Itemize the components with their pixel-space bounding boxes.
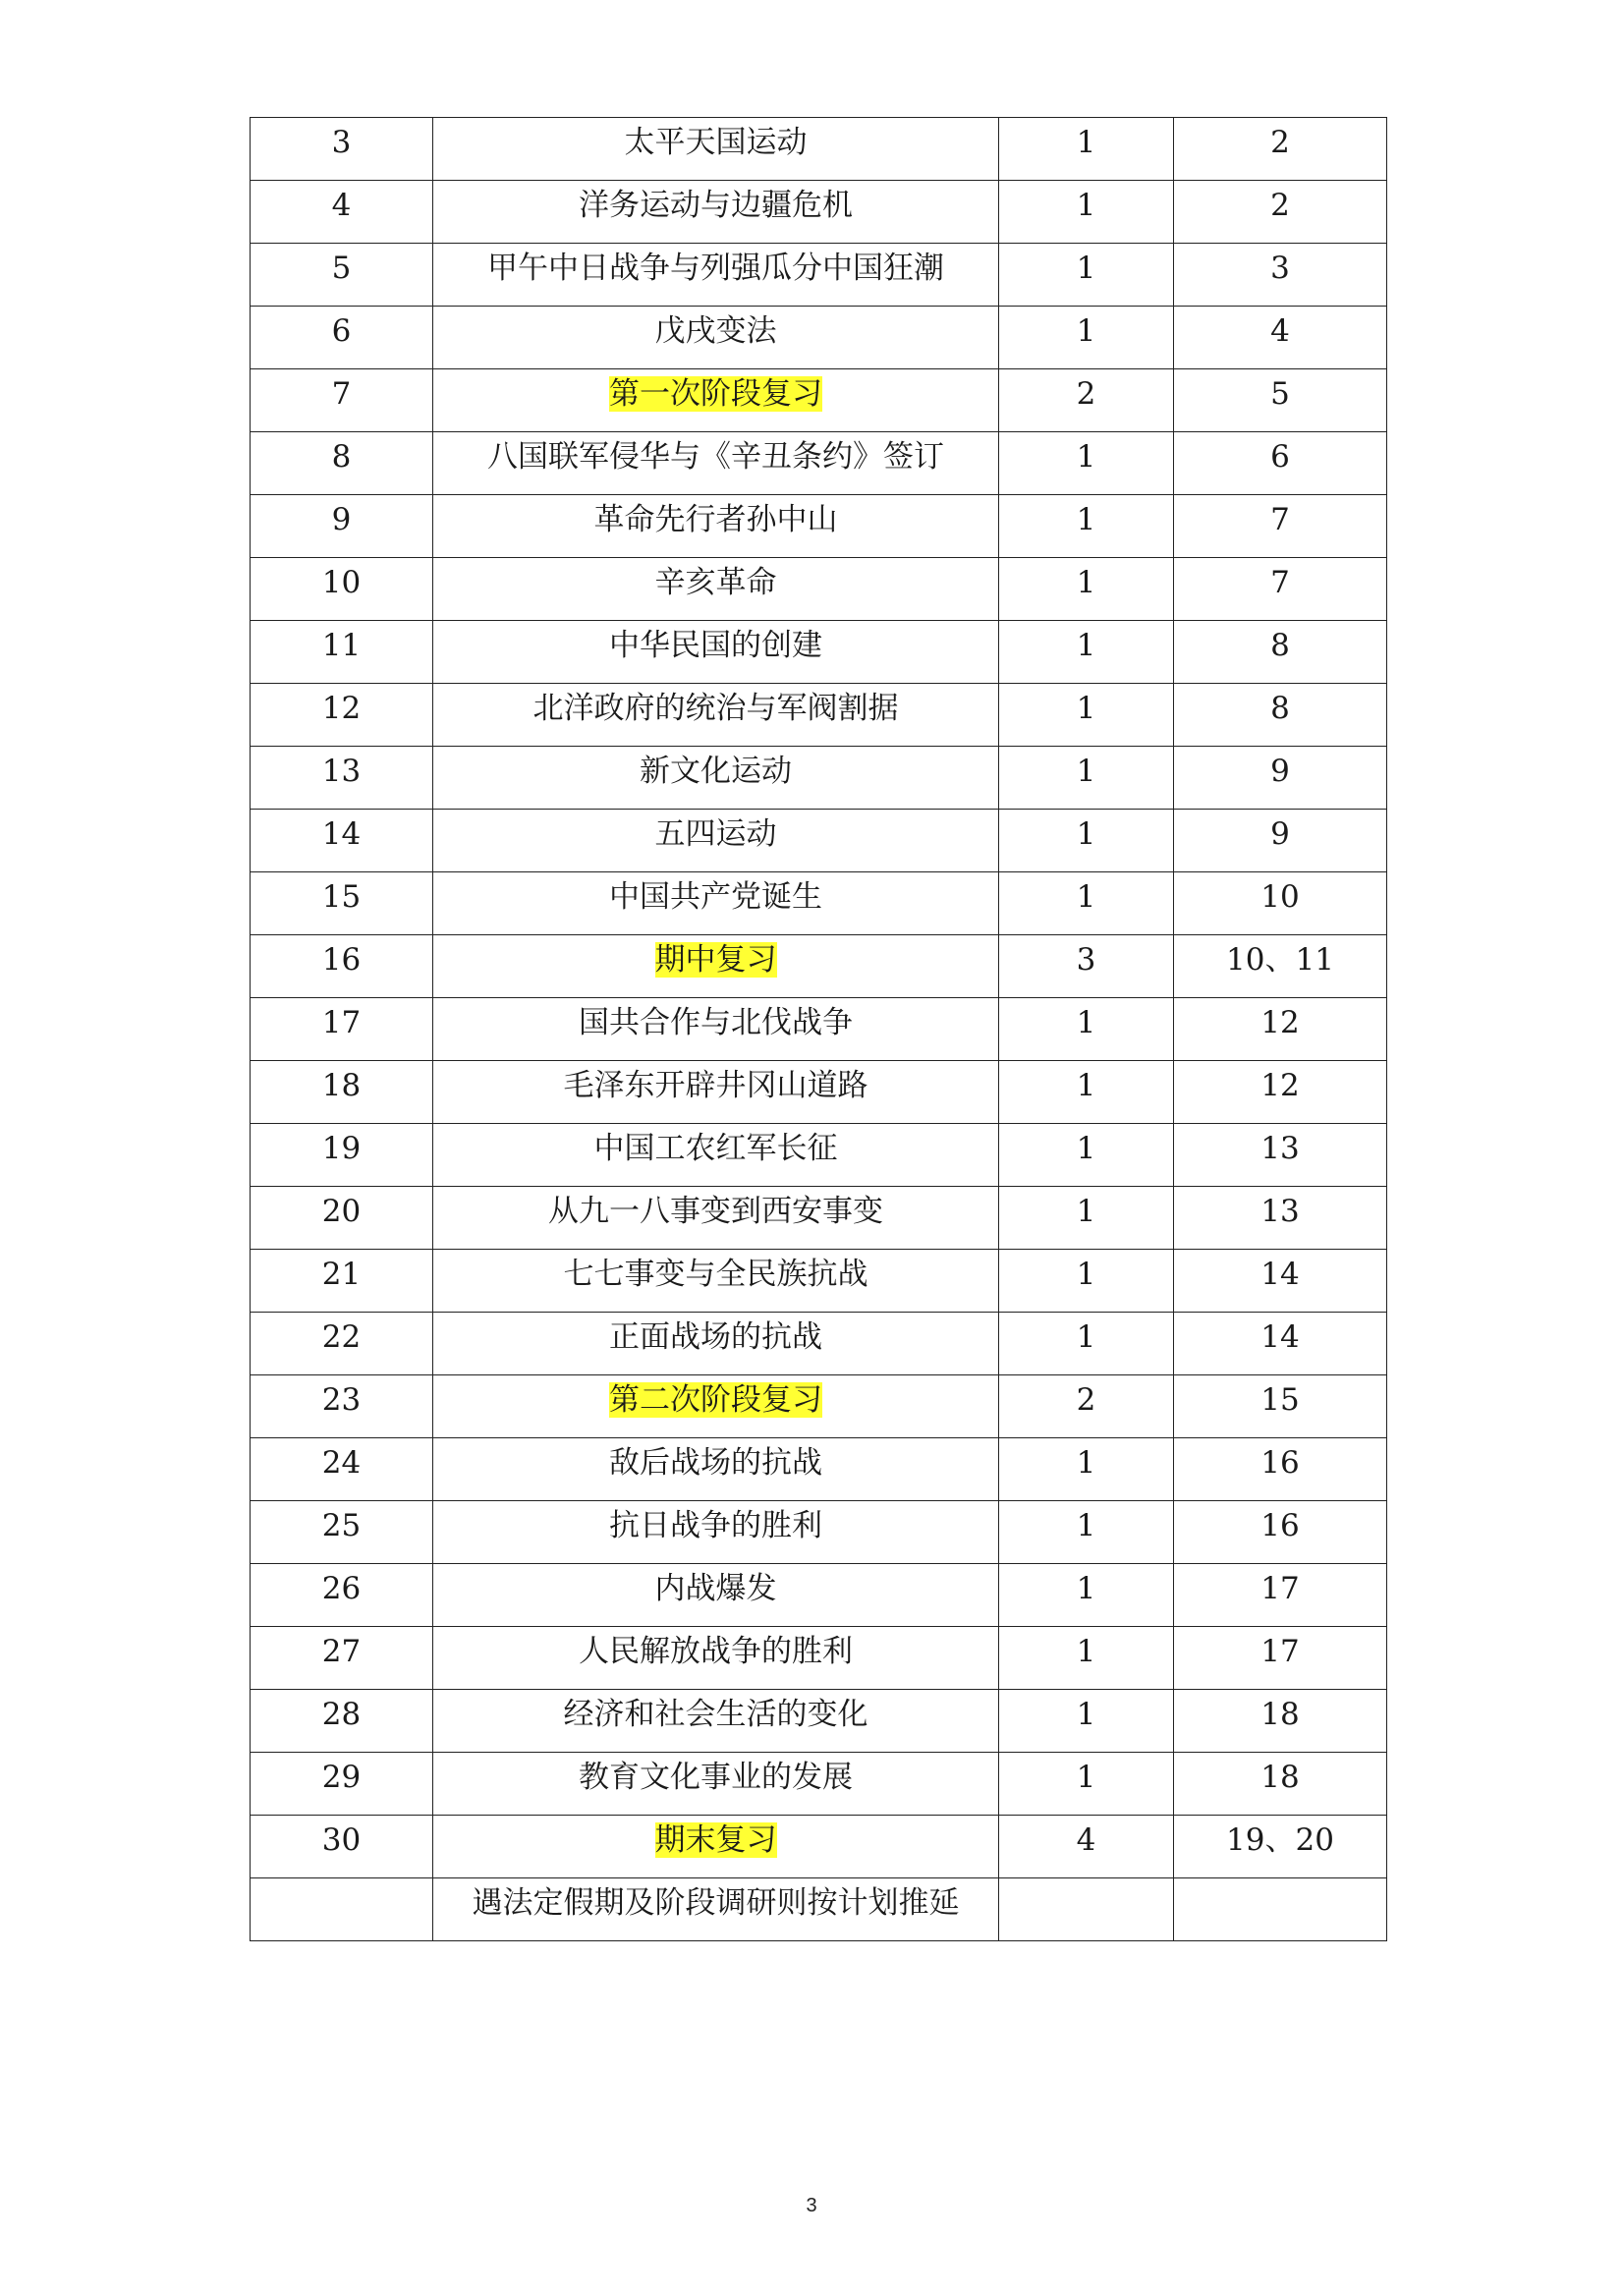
lesson-topic-text: 第一次阶段复习 — [609, 376, 822, 412]
class-hours-cell — [999, 244, 1174, 307]
lesson-number-cell — [251, 810, 433, 872]
class-hours-text: 1 — [1076, 1760, 1096, 1795]
week-cell — [1174, 621, 1387, 684]
class-hours-cell — [999, 684, 1174, 747]
table-row — [251, 181, 1387, 244]
table-row — [251, 1375, 1387, 1438]
class-hours-cell — [999, 1627, 1174, 1690]
week-text: 5 — [1270, 376, 1290, 412]
lesson-number-cell — [251, 118, 433, 181]
lesson-topic-text: 五四运动 — [654, 816, 777, 852]
lesson-number-text: 14 — [321, 816, 362, 852]
lesson-number-cell — [251, 1690, 433, 1753]
lesson-topic-cell — [433, 1690, 999, 1753]
lesson-number-text: 13 — [321, 754, 362, 789]
week-cell — [1174, 1313, 1387, 1375]
week-cell — [1174, 1061, 1387, 1124]
class-hours-cell — [999, 1187, 1174, 1250]
lesson-number-cell — [251, 998, 433, 1061]
lesson-number-cell — [251, 1313, 433, 1375]
table-row — [251, 307, 1387, 369]
class-hours-text: 4 — [1076, 1822, 1096, 1858]
lesson-number-cell — [251, 244, 433, 307]
lesson-topic-cell — [433, 1124, 999, 1187]
lesson-number-text: 5 — [331, 251, 352, 286]
week-text: 15 — [1260, 1382, 1300, 1418]
week-cell — [1174, 1375, 1387, 1438]
lesson-topic-cell — [433, 1564, 999, 1627]
week-cell — [1174, 1187, 1387, 1250]
lesson-topic-cell — [433, 1375, 999, 1438]
lesson-topic-text: 太平天国运动 — [624, 125, 808, 160]
lesson-number-cell — [251, 872, 433, 935]
lesson-topic-text: 第二次阶段复习 — [609, 1382, 822, 1418]
class-hours-text: 1 — [1076, 1257, 1096, 1292]
class-hours-text: 1 — [1076, 754, 1096, 789]
lesson-topic-cell — [433, 935, 999, 998]
week-cell — [1174, 998, 1387, 1061]
lesson-topic-text: 八国联军侵华与《辛丑条约》签订 — [487, 439, 944, 475]
lesson-topic-text: 正面战场的抗战 — [609, 1319, 822, 1355]
class-hours-cell — [999, 1250, 1174, 1313]
week-cell — [1174, 118, 1387, 181]
lesson-number-cell — [251, 1250, 433, 1313]
lesson-number-text: 15 — [321, 879, 362, 915]
week-cell — [1174, 1501, 1387, 1564]
lesson-number-cell — [251, 1438, 433, 1501]
table-row — [251, 1250, 1387, 1313]
lesson-number-text: 29 — [321, 1760, 362, 1795]
table-row — [251, 1438, 1387, 1501]
week-cell — [1174, 1816, 1387, 1878]
lesson-topic-cell — [433, 998, 999, 1061]
lesson-topic-text: 中国工农红军长征 — [593, 1131, 838, 1166]
table-row — [251, 1627, 1387, 1690]
class-hours-text: 1 — [1076, 251, 1096, 286]
lesson-topic-text: 毛泽东开辟井冈山道路 — [563, 1068, 868, 1103]
week-cell — [1174, 1753, 1387, 1816]
class-hours-text: 1 — [1076, 188, 1096, 223]
week-cell — [1174, 369, 1387, 432]
schedule-table-body — [251, 118, 1387, 1941]
lesson-number-cell — [251, 1816, 433, 1878]
lesson-number-cell — [251, 495, 433, 558]
lesson-number-cell — [251, 181, 433, 244]
week-cell — [1174, 1250, 1387, 1313]
week-text: 10、11 — [1226, 942, 1334, 978]
week-text: 17 — [1260, 1571, 1300, 1606]
week-text: 14 — [1260, 1257, 1300, 1292]
class-hours-text: 3 — [1076, 942, 1096, 978]
week-text: 8 — [1270, 628, 1290, 663]
class-hours-cell — [999, 307, 1174, 369]
class-hours-text: 1 — [1076, 502, 1096, 537]
lesson-number-text: 21 — [321, 1257, 362, 1292]
lesson-topic-cell — [433, 1313, 999, 1375]
class-hours-text: 2 — [1076, 376, 1096, 412]
class-hours-text: 1 — [1076, 1697, 1096, 1732]
class-hours-text: 1 — [1076, 691, 1096, 726]
table-row — [251, 1124, 1387, 1187]
class-hours-text: 1 — [1076, 1319, 1096, 1355]
lesson-number-cell — [251, 1501, 433, 1564]
lesson-number-text: 11 — [321, 628, 362, 663]
lesson-topic-cell — [433, 1250, 999, 1313]
lesson-number-text: 12 — [321, 691, 362, 726]
table-row — [251, 935, 1387, 998]
class-hours-text: 1 — [1076, 1508, 1096, 1543]
class-hours-text: 1 — [1076, 1068, 1096, 1103]
class-hours-cell — [999, 1878, 1174, 1941]
week-text: 7 — [1270, 502, 1290, 537]
lesson-topic-text: 洋务运动与边疆危机 — [579, 188, 853, 223]
lesson-number-cell — [251, 935, 433, 998]
week-text: 16 — [1260, 1508, 1300, 1543]
week-cell — [1174, 684, 1387, 747]
table-row — [251, 810, 1387, 872]
class-hours-cell — [999, 1061, 1174, 1124]
week-text: 9 — [1270, 754, 1290, 789]
lesson-topic-cell — [433, 684, 999, 747]
class-hours-cell — [999, 1690, 1174, 1753]
week-cell — [1174, 1627, 1387, 1690]
lesson-number-text: 6 — [331, 313, 352, 349]
lesson-topic-cell — [433, 307, 999, 369]
class-hours-cell — [999, 558, 1174, 621]
week-cell — [1174, 307, 1387, 369]
class-hours-text: 1 — [1076, 1571, 1096, 1606]
lesson-number-text: 8 — [331, 439, 352, 475]
class-hours-cell — [999, 432, 1174, 495]
lesson-number-cell — [251, 1878, 433, 1941]
week-text: 12 — [1260, 1068, 1300, 1103]
week-text: 6 — [1270, 439, 1290, 475]
lesson-number-text: 18 — [321, 1068, 362, 1103]
lesson-number-cell — [251, 1627, 433, 1690]
week-text: 3 — [1270, 251, 1290, 286]
lesson-topic-cell — [433, 1816, 999, 1878]
lesson-topic-cell — [433, 558, 999, 621]
week-text: 7 — [1270, 565, 1290, 600]
lesson-topic-text: 辛亥革命 — [654, 565, 777, 600]
week-text: 2 — [1270, 188, 1290, 223]
week-cell — [1174, 935, 1387, 998]
week-text: 2 — [1270, 125, 1290, 160]
lesson-number-text: 4 — [331, 188, 352, 223]
week-cell — [1174, 244, 1387, 307]
lesson-topic-cell — [433, 1753, 999, 1816]
table-row — [251, 1501, 1387, 1564]
week-cell — [1174, 1124, 1387, 1187]
lesson-topic-text: 期末复习 — [654, 1822, 777, 1858]
lesson-topic-cell — [433, 181, 999, 244]
week-text: 16 — [1260, 1445, 1300, 1481]
lesson-topic-text: 国共合作与北伐战争 — [579, 1005, 853, 1040]
table-row — [251, 1061, 1387, 1124]
lesson-topic-cell — [433, 621, 999, 684]
lesson-number-text: 26 — [321, 1571, 362, 1606]
lesson-number-text: 16 — [321, 942, 362, 978]
lesson-topic-cell — [433, 1501, 999, 1564]
table-row — [251, 1753, 1387, 1816]
table-row — [251, 244, 1387, 307]
week-cell — [1174, 558, 1387, 621]
lesson-topic-cell — [433, 369, 999, 432]
week-text: 13 — [1260, 1131, 1300, 1166]
week-text: 13 — [1260, 1194, 1300, 1229]
week-text: 4 — [1270, 313, 1290, 349]
table-row — [251, 872, 1387, 935]
class-hours-text: 1 — [1076, 1131, 1096, 1166]
week-cell — [1174, 495, 1387, 558]
class-hours-cell — [999, 181, 1174, 244]
table-row — [251, 1313, 1387, 1375]
week-cell — [1174, 181, 1387, 244]
class-hours-cell — [999, 1816, 1174, 1878]
lesson-number-cell — [251, 307, 433, 369]
class-hours-text: 2 — [1076, 1382, 1096, 1418]
class-hours-text: 1 — [1076, 1634, 1096, 1669]
week-cell — [1174, 872, 1387, 935]
week-text: 19、20 — [1226, 1822, 1334, 1858]
lesson-number-cell — [251, 1753, 433, 1816]
lesson-topic-text: 革命先行者孙中山 — [593, 502, 838, 537]
class-hours-text: 1 — [1076, 565, 1096, 600]
lesson-number-text: 23 — [321, 1382, 362, 1418]
lesson-topic-cell — [433, 244, 999, 307]
lesson-topic-text: 从九一八事变到西安事变 — [548, 1194, 883, 1229]
lesson-number-text: 25 — [321, 1508, 362, 1543]
table-row — [251, 684, 1387, 747]
lesson-topic-cell — [433, 872, 999, 935]
class-hours-cell — [999, 1438, 1174, 1501]
class-hours-cell — [999, 1124, 1174, 1187]
lesson-topic-cell — [433, 1187, 999, 1250]
lesson-number-text: 24 — [321, 1445, 362, 1481]
class-hours-cell — [999, 118, 1174, 181]
lesson-number-cell — [251, 369, 433, 432]
week-cell — [1174, 1438, 1387, 1501]
lesson-number-cell — [251, 684, 433, 747]
table-row — [251, 747, 1387, 810]
week-text: 9 — [1270, 816, 1290, 852]
class-hours-text: 1 — [1076, 1445, 1096, 1481]
class-hours-cell — [999, 935, 1174, 998]
lesson-topic-text: 遇法定假期及阶段调研则按计划推延 — [472, 1885, 960, 1921]
lesson-number-cell — [251, 1564, 433, 1627]
lesson-number-text: 28 — [321, 1697, 362, 1732]
lesson-topic-text: 甲午中日战争与列强瓜分中国狂潮 — [487, 251, 944, 286]
lesson-number-cell — [251, 747, 433, 810]
table-row — [251, 998, 1387, 1061]
table-row — [251, 1690, 1387, 1753]
class-hours-text: 1 — [1076, 439, 1096, 475]
week-text: 17 — [1260, 1634, 1300, 1669]
table-row — [251, 369, 1387, 432]
week-cell — [1174, 432, 1387, 495]
lesson-number-cell — [251, 558, 433, 621]
lesson-number-text: 30 — [321, 1822, 362, 1858]
lesson-number-cell — [251, 1375, 433, 1438]
table-row — [251, 1564, 1387, 1627]
lesson-topic-cell — [433, 1438, 999, 1501]
lesson-topic-text: 内战爆发 — [654, 1571, 777, 1606]
week-text: 14 — [1260, 1319, 1300, 1355]
class-hours-text: 1 — [1076, 313, 1096, 349]
table-row — [251, 558, 1387, 621]
lesson-number-cell — [251, 1061, 433, 1124]
class-hours-text: 1 — [1076, 879, 1096, 915]
class-hours-text: 1 — [1076, 125, 1096, 160]
lesson-number-cell — [251, 621, 433, 684]
lesson-topic-cell — [433, 495, 999, 558]
lesson-topic-text: 经济和社会生活的变化 — [563, 1697, 868, 1732]
lesson-number-cell — [251, 432, 433, 495]
lesson-topic-text: 中国共产党诞生 — [609, 879, 822, 915]
lesson-topic-text: 敌后战场的抗战 — [609, 1445, 822, 1481]
lesson-topic-text: 戊戌变法 — [654, 313, 777, 349]
lesson-topic-text: 期中复习 — [654, 942, 777, 978]
lesson-topic-text: 北洋政府的统治与军阀割据 — [532, 691, 899, 726]
class-hours-text: 1 — [1076, 1005, 1096, 1040]
lesson-number-text: 17 — [321, 1005, 362, 1040]
lesson-number-text: 20 — [321, 1194, 362, 1229]
lesson-topic-text: 抗日战争的胜利 — [609, 1508, 822, 1543]
week-cell — [1174, 1690, 1387, 1753]
lesson-number-text: 22 — [321, 1319, 362, 1355]
class-hours-cell — [999, 1564, 1174, 1627]
table-row — [251, 621, 1387, 684]
class-hours-text: 1 — [1076, 1194, 1096, 1229]
class-hours-cell — [999, 810, 1174, 872]
class-hours-cell — [999, 1375, 1174, 1438]
week-text: 18 — [1260, 1760, 1300, 1795]
lesson-number-text: 7 — [331, 376, 352, 412]
week-text: 18 — [1260, 1697, 1300, 1732]
lesson-number-text: 9 — [331, 502, 352, 537]
lesson-topic-text: 人民解放战争的胜利 — [579, 1634, 853, 1669]
table-row — [251, 1816, 1387, 1878]
class-hours-cell — [999, 998, 1174, 1061]
week-text: 10 — [1260, 879, 1300, 915]
class-hours-text: 1 — [1076, 816, 1096, 852]
class-hours-cell — [999, 495, 1174, 558]
lesson-topic-cell — [433, 1061, 999, 1124]
week-cell — [1174, 810, 1387, 872]
lesson-topic-text: 中华民国的创建 — [609, 628, 822, 663]
lesson-number-cell — [251, 1124, 433, 1187]
schedule-table — [250, 117, 1387, 1941]
class-hours-cell — [999, 872, 1174, 935]
lesson-topic-cell — [433, 747, 999, 810]
lesson-topic-cell — [433, 1627, 999, 1690]
lesson-topic-text: 新文化运动 — [640, 754, 792, 789]
class-hours-cell — [999, 1313, 1174, 1375]
lesson-topic-text: 教育文化事业的发展 — [579, 1760, 853, 1795]
lesson-number-text: 10 — [321, 565, 362, 600]
class-hours-cell — [999, 369, 1174, 432]
week-cell — [1174, 1564, 1387, 1627]
week-cell — [1174, 1878, 1387, 1941]
page-number: 3 — [806, 2195, 817, 2216]
week-text: 12 — [1260, 1005, 1300, 1040]
week-text: 8 — [1270, 691, 1290, 726]
lesson-topic-cell — [433, 1878, 999, 1941]
lesson-topic-text: 七七事变与全民族抗战 — [563, 1257, 868, 1292]
class-hours-cell — [999, 621, 1174, 684]
lesson-number-cell — [251, 1187, 433, 1250]
lesson-number-text: 3 — [331, 125, 352, 160]
lesson-number-text: 19 — [321, 1131, 362, 1166]
week-cell — [1174, 747, 1387, 810]
lesson-number-text: 27 — [321, 1634, 362, 1669]
table-row — [251, 118, 1387, 181]
class-hours-cell — [999, 1501, 1174, 1564]
table-row — [251, 1187, 1387, 1250]
table-row — [251, 495, 1387, 558]
class-hours-cell — [999, 747, 1174, 810]
lesson-topic-cell — [433, 432, 999, 495]
class-hours-cell — [999, 1753, 1174, 1816]
lesson-topic-cell — [433, 118, 999, 181]
lesson-topic-cell — [433, 810, 999, 872]
table-row — [251, 1878, 1387, 1941]
table-row — [251, 432, 1387, 495]
class-hours-text: 1 — [1076, 628, 1096, 663]
